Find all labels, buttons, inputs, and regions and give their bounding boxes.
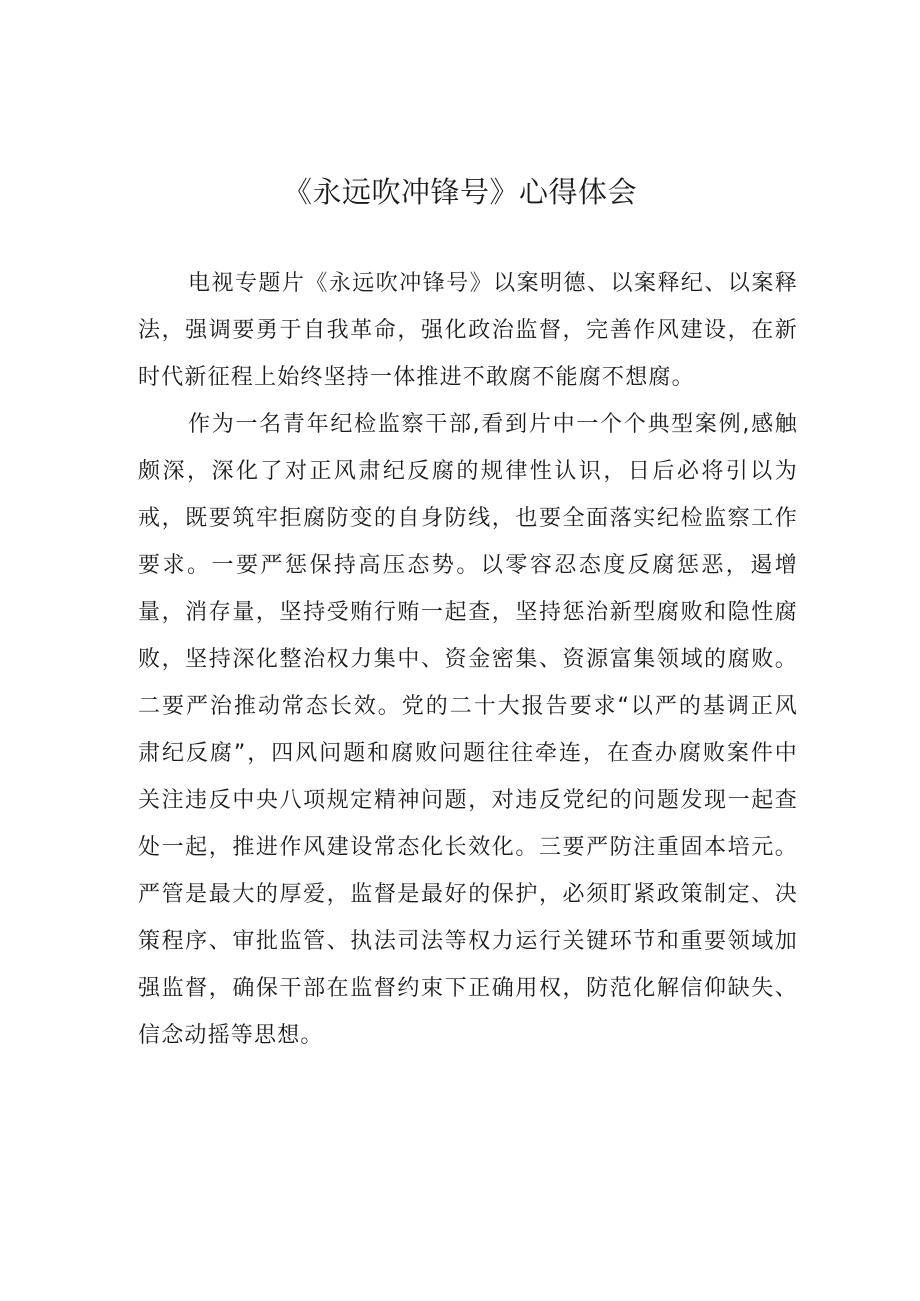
paragraph-reflection: 作为一名青年纪检监察干部,看到片中一个个典型案例,感触颇深，深化了对正风肃纪反腐的规律性认识，日后必将引以为戒，既要筑牢拒腐防变的自身防线，也要全面落实纪检监察工作要求。一要严惩保持高压态势。以零容忍态度反腐惩恶，遏增量，消存量，坚持受贿行贿一起查，坚持惩治新型腐败和隐性腐败，坚持深化整治权力集中、资金密集、资源富集领域的腐败。二要严治推动常态长效。党的二十大报告要求“以严的基调正风肃纪反腐”，四风问题和腐败问题往往牵连，在查办腐败案件中关注违反中央八项规定精神问题，对违反党纪的问题发现一起查处一起，推进作风建设常态化长效化。三要严防注重固本培元。严管是最大的厚爱，监督是最好的保护，必须盯紧政策制定、决策程序、审批监管、执法司法等权力运行关键环节和重要领域加强监督，确保干部在监督约束下正确用权，防范化解信仰缺失、信念动摇等思想。: [138, 412, 798, 1048]
paragraph-intro: 电视专题片《永远吹冲锋号》以案明德、以案释纪、以案释法，强调要勇于自我革命，强化政治监督，完善作风建设，在新时代新征程上始终坚持一体推进不敢腐不能腐不想腐。: [138, 271, 798, 390]
document-body: [138, 260, 798, 1059]
page-title: 《永远吹冲锋号》心得体会: [282, 175, 637, 209]
